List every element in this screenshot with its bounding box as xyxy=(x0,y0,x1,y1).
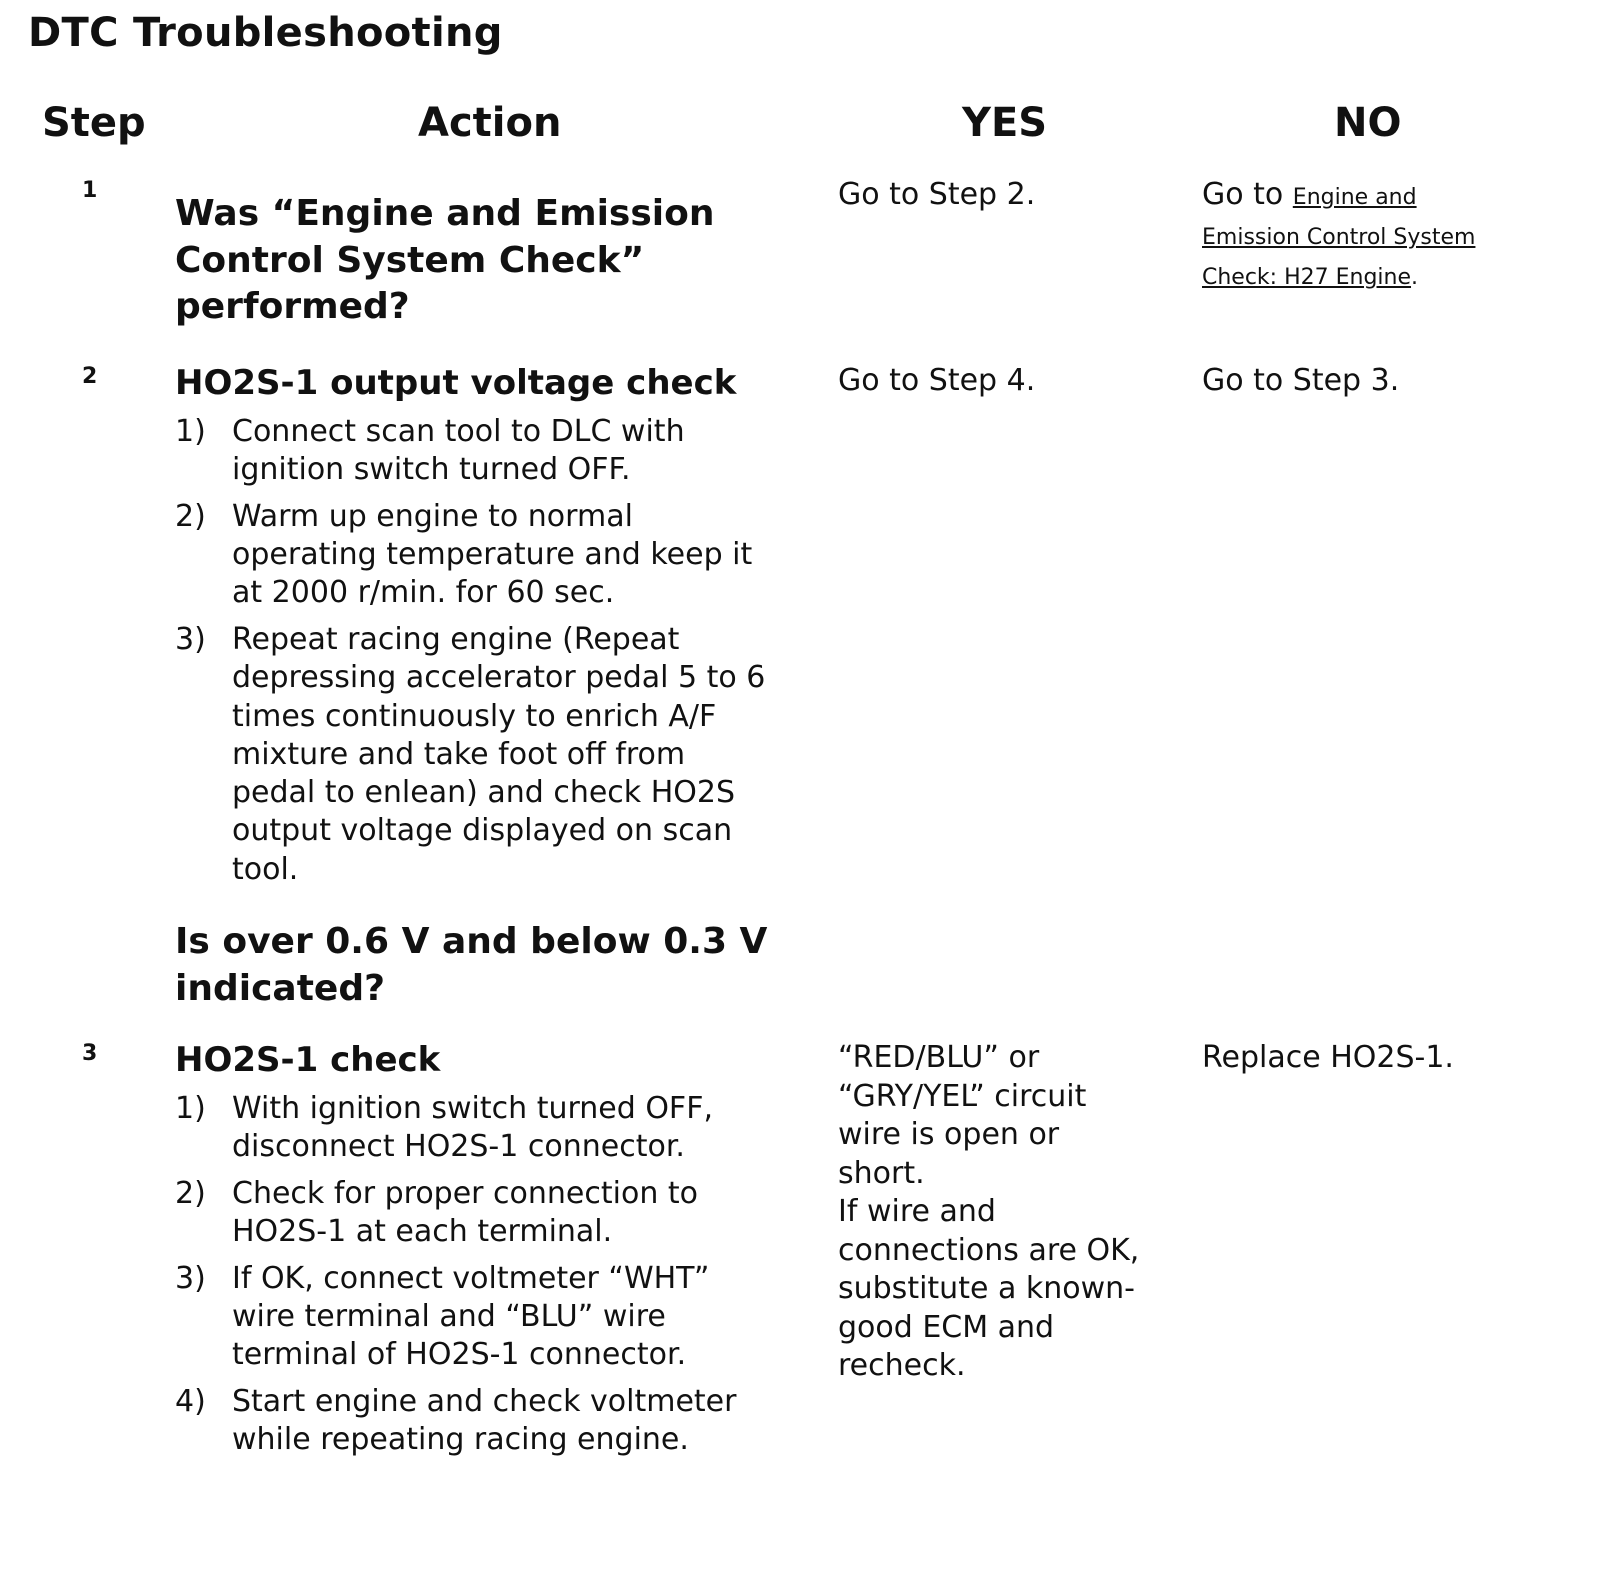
procedure-item xyxy=(175,1383,815,1460)
procedure-item xyxy=(175,1090,815,1167)
procedure-item xyxy=(175,413,815,490)
step-1-question-line: Was “Engine and Emission xyxy=(175,193,715,234)
procedure-item-number: 1) xyxy=(175,1090,206,1126)
procedure-item-number: 2) xyxy=(175,1175,206,1211)
procedure-item-text: Connect scan tool to DLC with ignition switch turned OFF. xyxy=(232,413,685,487)
step-1-question-line: Control System Check” xyxy=(175,239,645,281)
column-header-no: NO xyxy=(1334,100,1402,146)
step-1-no-prefix: Go to xyxy=(1202,177,1293,212)
step-2-no: Go to Step 3. xyxy=(1202,363,1400,398)
step-3-yes-line: short. xyxy=(838,1155,925,1191)
step-2-heading: HO2S-1 output voltage check xyxy=(175,363,737,403)
step-2-number: 2 xyxy=(82,364,98,389)
engine-emission-check-link[interactable]: Check: H27 Engine xyxy=(1202,265,1412,290)
engine-emission-check-link[interactable]: Emission Control System xyxy=(1202,225,1476,250)
procedure-item-text: With ignition switch turned OFF, disconnect HO2S-1 connector. xyxy=(232,1090,713,1164)
step-3-number: 3 xyxy=(82,1041,98,1066)
page-title: DTC Troubleshooting xyxy=(28,10,503,56)
step-3-yes-line: substitute a known- xyxy=(838,1271,1135,1306)
step-2-yes: Go to Step 4. xyxy=(838,363,1036,398)
engine-emission-check-link[interactable]: Engine and xyxy=(1292,185,1417,210)
step-2-question xyxy=(175,919,815,1012)
procedure-item xyxy=(175,621,815,889)
procedure-item-text: Warm up engine to normal operating temperature and keep it at 2000 r/min. for 60 sec. xyxy=(232,498,753,611)
step-1-question-line: performed? xyxy=(175,286,410,327)
step-2-procedure-list xyxy=(175,413,815,890)
procedure-item-text: Check for proper connection to HO2S-1 at each terminal. xyxy=(232,1175,698,1249)
step-3-no: Replace HO2S-1. xyxy=(1202,1040,1454,1075)
step-3-yes-line: “GRY/YEL” circuit xyxy=(838,1078,1087,1114)
step-2-action xyxy=(175,362,815,1012)
column-header-step: Step xyxy=(42,100,146,146)
step-3-yes-line: If wire and xyxy=(838,1194,996,1229)
step-1-number: 1 xyxy=(82,178,98,203)
step-3-procedure-list xyxy=(175,1090,815,1460)
procedure-item-number: 3) xyxy=(175,1260,206,1296)
procedure-item-number: 4) xyxy=(175,1384,206,1420)
step-3-yes-line: “RED/BLU” or xyxy=(838,1040,1040,1075)
procedure-item-number: 2) xyxy=(175,498,206,534)
procedure-item xyxy=(175,1260,815,1375)
step-2-question-line: Is over 0.6 V and below 0.3 V xyxy=(175,921,768,963)
procedure-item-text: If OK, connect voltmeter “WHT” wire terminal and “BLU” wire terminal of HO2S-1 connector. xyxy=(232,1260,710,1373)
step-2-question-line: indicated? xyxy=(175,967,385,1009)
step-1-action xyxy=(175,191,815,331)
procedure-item-number: 3) xyxy=(175,621,206,657)
step-1-no xyxy=(1202,176,1592,296)
step-3-heading: HO2S-1 check xyxy=(175,1040,441,1080)
step-3-yes xyxy=(838,1039,1183,1386)
step-3-yes-line: wire is open or xyxy=(838,1117,1060,1152)
step-1-no-suffix: . xyxy=(1411,265,1419,290)
column-header-action: Action xyxy=(418,100,562,146)
step-3-yes-line: recheck. xyxy=(838,1348,966,1383)
step-3-yes-line: connections are OK, xyxy=(838,1232,1140,1268)
procedure-item-number: 1) xyxy=(175,413,206,449)
procedure-item-text: Repeat racing engine (Repeat depressing accelerator pedal 5 to 6 times continuously to enrich A/F mixture and take foot off from pedal to enlean) and check HO2S output voltage displayed on scan tool. xyxy=(232,621,766,887)
procedure-item xyxy=(175,1175,815,1252)
procedure-item-text: Start engine and check voltmeter while repeating racing engine. xyxy=(232,1384,737,1458)
step-1-yes: Go to Step 2. xyxy=(838,177,1036,212)
step-3-yes-line: good ECM and xyxy=(838,1309,1055,1345)
step-3-action xyxy=(175,1039,815,1460)
procedure-item xyxy=(175,498,815,613)
column-header-yes: YES xyxy=(962,100,1048,146)
